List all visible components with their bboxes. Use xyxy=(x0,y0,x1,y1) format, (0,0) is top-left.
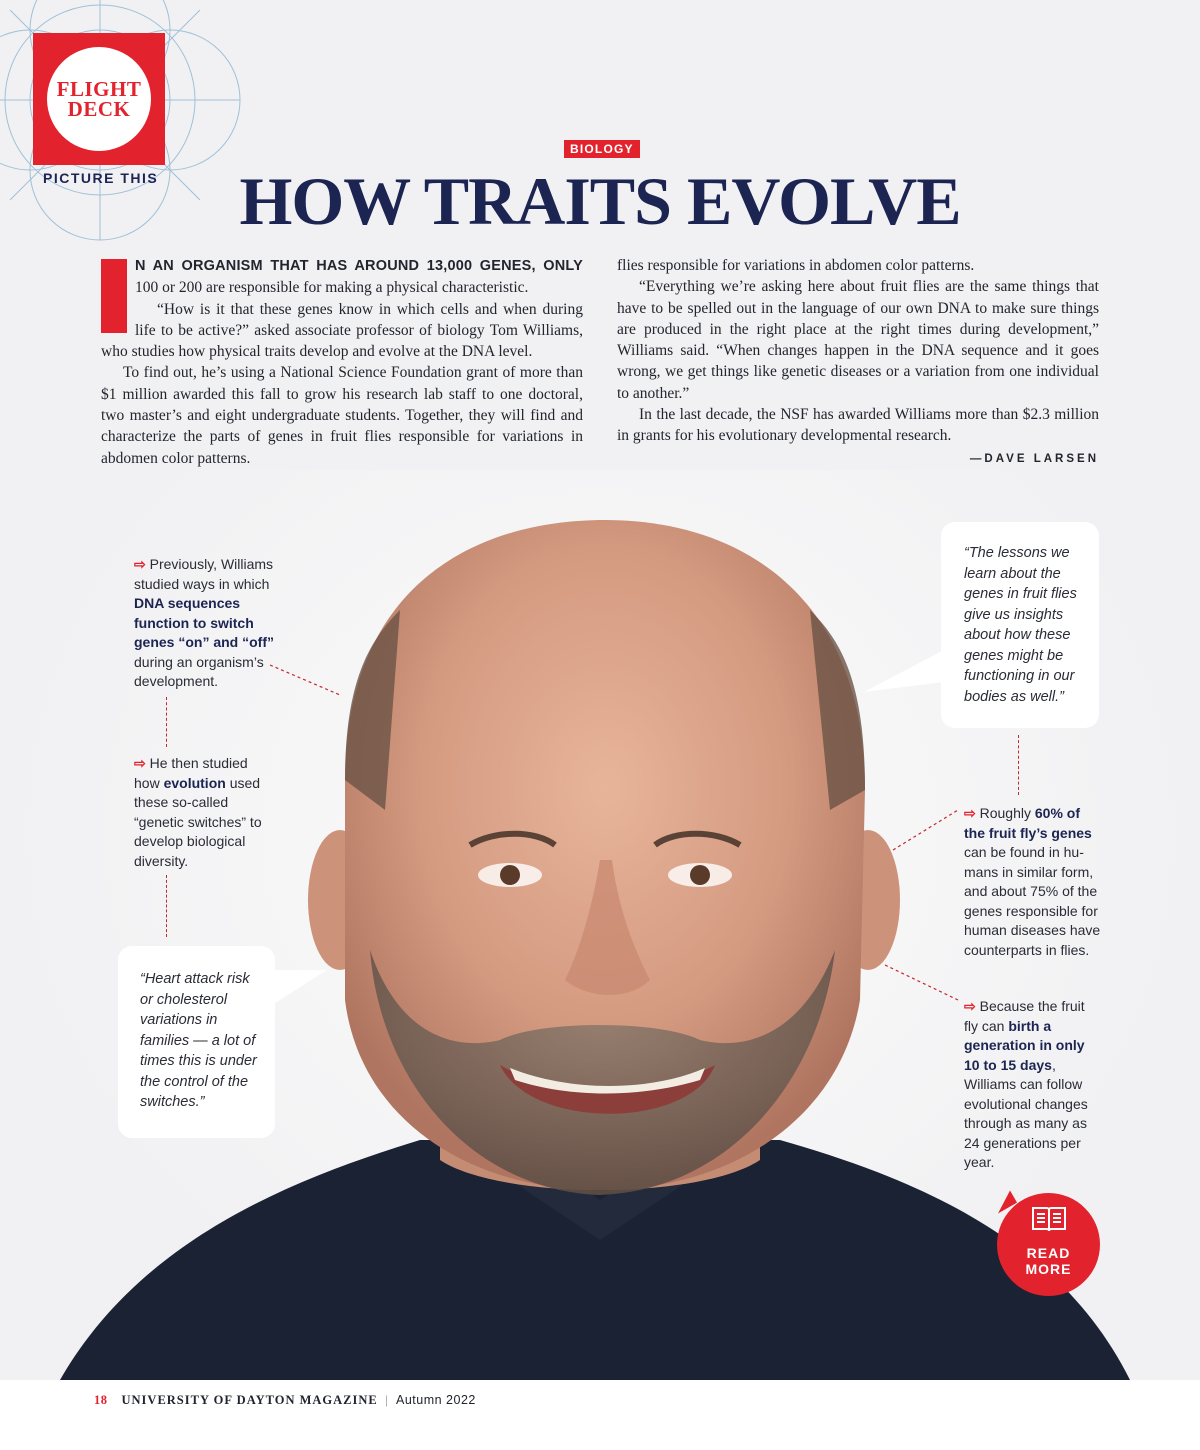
headline: HOW TRAITS EVOLVE xyxy=(239,163,961,239)
flight-deck-badge xyxy=(33,33,165,165)
callout-text: can be found in hu-mans in similar form, and about 75% of the genes responsible for human diseases have counterparts in flies. xyxy=(964,844,1101,958)
callout-text: during an organism’s development. xyxy=(134,653,264,689)
bubble-tail xyxy=(272,965,327,1010)
callout-evolution xyxy=(134,754,274,871)
callout-text: Because the fruit fly can xyxy=(964,998,1085,1034)
bubble-tail xyxy=(864,650,944,692)
paragraph-3-continued: flies responsible for variations in abdomen color patterns. xyxy=(617,257,975,274)
paragraph-1 xyxy=(101,255,583,299)
article-column-left xyxy=(101,255,583,467)
callout-text: , Williams can follow evolutional changes through as many as 24 generations per year. xyxy=(964,1056,1088,1170)
quote-text: “Heart attack risk or cholesterol variations in families — a lot of times this is under the control of the switches.” xyxy=(140,971,257,1110)
paragraph-5: In the last decade, the NSF has awarded Williams more than $2.3 million in grants for his evolutionary developmental research. xyxy=(617,406,1099,445)
quote-bubble-left xyxy=(118,946,275,1138)
arrow-icon: ⇨ xyxy=(964,805,976,821)
paragraph-4: “Everything we’re asking here about fruit flies are the same things that have to be spelled out in the language of our own DNA to make sure things are produced in the right place at the right times during development,” Williams said. “When changes happen in the DNA sequence and it goes wrong, we get things like genetic diseases or a variation from one individual to another.” xyxy=(617,278,1099,402)
section-tag: BIOLOGY xyxy=(564,140,640,158)
callout-text: used these so-called “genetic switches” to develop biological diversity. xyxy=(134,774,262,869)
footer-separator: | xyxy=(385,1393,389,1407)
callout-connector xyxy=(166,875,167,937)
flight-deck-logo xyxy=(47,47,151,151)
section-kicker: PICTURE THIS xyxy=(43,170,159,186)
lead-in: N AN ORGANISM THAT HAS AROUND 13,000 GENES, ONLY xyxy=(135,258,583,274)
article-column-right xyxy=(617,255,1099,470)
page-footer xyxy=(0,1380,1200,1450)
drop-cap xyxy=(101,259,127,333)
page-number: 18 xyxy=(94,1393,108,1407)
callout-connector xyxy=(166,697,167,747)
arrow-icon: ⇨ xyxy=(964,998,976,1014)
callout-text: Previously, Williams studied ways in which xyxy=(134,556,274,592)
callout-text: Roughly xyxy=(979,805,1035,821)
byline: —DAVE LARSEN xyxy=(969,452,1099,465)
arrow-icon: ⇨ xyxy=(134,755,146,771)
read-more-line-1: READ xyxy=(1026,1245,1071,1261)
book-icon xyxy=(1030,1203,1068,1235)
callout-dna-switches xyxy=(134,555,284,692)
callout-emphasis: birth a generation in only 10 to 15 days xyxy=(964,1017,1085,1073)
read-more-line-2: MORE xyxy=(1025,1261,1072,1277)
callout-text: He then studied how xyxy=(134,755,248,791)
arrow-icon: ⇨ xyxy=(134,556,146,572)
footer-folio xyxy=(94,1393,476,1408)
quote-text: “The lessons we learn about the genes in fruit flies give us insights about how these genes might be functioning in our bodies as well.” xyxy=(964,545,1077,705)
paragraph-2: “How is it that these genes know in which cells and when during life to be active?” asked associate professor of biology Tom Williams, who studies how physical traits develop and evolve at the DNA level. xyxy=(101,300,583,361)
badge-line-1: FLIGHT xyxy=(56,77,142,101)
callout-emphasis: evolution xyxy=(163,774,226,791)
issue-date: Autumn 2022 xyxy=(396,1393,476,1407)
read-more-button[interactable] xyxy=(997,1193,1100,1296)
callout-connector xyxy=(1018,735,1019,795)
badge-line-2: DECK xyxy=(67,97,131,121)
quote-bubble-right xyxy=(941,522,1099,728)
callout-emphasis: DNA sequences function to switch genes “on” and “off” xyxy=(134,595,274,650)
callout-generations xyxy=(964,997,1094,1173)
magazine-name: UNIVERSITY OF DAYTON MAGAZINE xyxy=(121,1393,378,1407)
callout-emphasis: 60% of the fruit fly’s genes xyxy=(964,805,1092,841)
paragraph-3: To find out, he’s using a National Science Foundation grant of more than $1 million awarded this fall to grow his research lab staff to one doctoral, two master’s and eight undergraduate students. Together, they will find and characterize the parts of genes in fruit flies responsible for variations in abdomen color patterns. xyxy=(101,364,583,467)
read-more-label xyxy=(997,1245,1100,1277)
callout-shared-genes xyxy=(964,804,1104,960)
paragraph-1-text: 100 or 200 are responsible for making a physical characteristic. xyxy=(135,279,529,297)
